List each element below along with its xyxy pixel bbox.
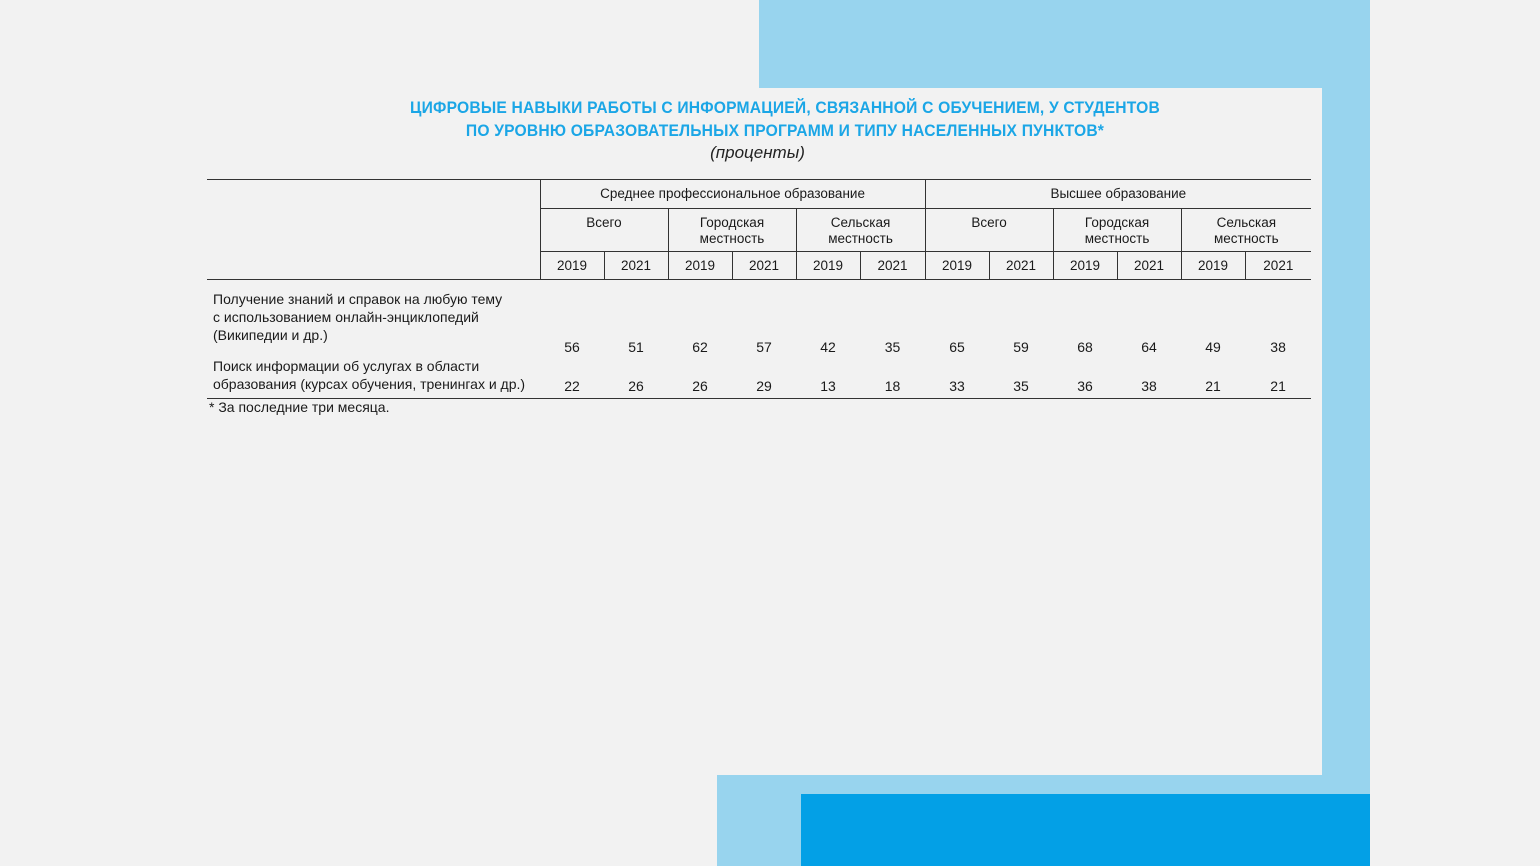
table-cell: 42 bbox=[820, 339, 836, 355]
table-cell: 35 bbox=[884, 339, 901, 355]
table-row bbox=[207, 357, 1311, 399]
table-cell: 36 bbox=[1053, 357, 1117, 399]
decor-block-bottom-dark bbox=[801, 794, 1370, 866]
group-header-higher: Высшее образование bbox=[925, 180, 1311, 209]
year-header: 2021 bbox=[1117, 252, 1181, 280]
subgroup-label: Всего bbox=[971, 215, 1007, 230]
row-label bbox=[207, 280, 540, 358]
statistics-table bbox=[207, 179, 1311, 399]
table-cell: 21 bbox=[1181, 357, 1245, 399]
group-header-spo: Среднее профессиональное образование bbox=[540, 180, 925, 209]
year-header: 2021 bbox=[989, 252, 1053, 280]
table-cell: 38 bbox=[1270, 339, 1286, 355]
table-title-line-2: ПО УРОВНЮ ОБРАЗОВАТЕЛЬНЫХ ПРОГРАММ И ТИПУ НАСЕЛЕННЫХ ПУНКТОВ* bbox=[465, 121, 1105, 140]
year-header: 2019 bbox=[668, 252, 732, 280]
table-cell: 57 bbox=[756, 339, 772, 355]
table-cell: 35 bbox=[989, 357, 1053, 399]
year-header: 2021 bbox=[1245, 252, 1311, 280]
table-units: (проценты) bbox=[710, 143, 805, 162]
table-cell: 26 bbox=[604, 357, 668, 399]
row-label bbox=[207, 357, 540, 399]
table-cell: 51 bbox=[628, 339, 644, 355]
subgroup-header bbox=[1053, 209, 1181, 252]
year-header: 2019 bbox=[1053, 252, 1117, 280]
table-cell: 49 bbox=[1205, 339, 1221, 355]
subgroup-label: Всего bbox=[586, 215, 622, 230]
subgroup-header bbox=[1181, 209, 1311, 252]
table-cell: 29 bbox=[732, 357, 796, 399]
year-header: 2021 bbox=[732, 252, 796, 280]
subgroup-label: Сельская местность bbox=[1214, 215, 1279, 246]
year-header: 2019 bbox=[796, 252, 860, 280]
table-cell: 65 bbox=[949, 339, 965, 355]
subgroup-header bbox=[796, 209, 925, 252]
table-cell: 22 bbox=[540, 357, 604, 399]
table-cell: 38 bbox=[1117, 357, 1181, 399]
table-cell: 18 bbox=[860, 357, 925, 399]
table-cell: 21 bbox=[1245, 357, 1311, 399]
table-cell: 59 bbox=[1013, 339, 1029, 355]
table-cell: 68 bbox=[1077, 339, 1093, 355]
table-row bbox=[207, 280, 1311, 358]
subgroup-label: Городская местность bbox=[699, 215, 765, 246]
subgroup-header bbox=[668, 209, 796, 252]
decor-block-right bbox=[1322, 88, 1370, 775]
table-cell: 56 bbox=[564, 339, 580, 355]
row-label-line: образования (курсах обучения, тренингах и др.) bbox=[213, 376, 526, 392]
year-header: 2019 bbox=[1181, 252, 1245, 280]
subgroup-label: Сельская местность bbox=[828, 215, 893, 246]
stub-header bbox=[207, 180, 540, 280]
table-cell: 62 bbox=[692, 339, 708, 355]
row-label-line: с использованием онлайн-энциклопедий bbox=[213, 309, 479, 325]
row-label-line: Поиск информации об услугах в области bbox=[213, 358, 480, 374]
subgroup-header bbox=[925, 209, 1053, 252]
table-cell: 26 bbox=[668, 357, 732, 399]
year-header: 2019 bbox=[925, 252, 989, 280]
table-cell: 64 bbox=[1141, 339, 1157, 355]
footnote: * За последние три месяца. bbox=[209, 399, 390, 415]
subgroup-header bbox=[540, 209, 668, 252]
table-title-line-1: ЦИФРОВЫЕ НАВЫКИ РАБОТЫ С ИНФОРМАЦИЕЙ, СВЯЗАННОЙ С ОБУЧЕНИЕМ, У СТУДЕНТОВ bbox=[410, 98, 1160, 117]
year-header: 2021 bbox=[604, 252, 668, 280]
year-header: 2021 bbox=[860, 252, 925, 280]
row-label-line: (Википедии и др.) bbox=[213, 327, 328, 343]
table-cell: 13 bbox=[796, 357, 860, 399]
table-cell: 33 bbox=[925, 357, 989, 399]
row-label-line: Получение знаний и справок на любую тему bbox=[213, 291, 503, 307]
year-header: 2019 bbox=[540, 252, 604, 280]
subgroup-label: Городская местность bbox=[1084, 215, 1150, 246]
decor-block-top bbox=[759, 0, 1370, 88]
